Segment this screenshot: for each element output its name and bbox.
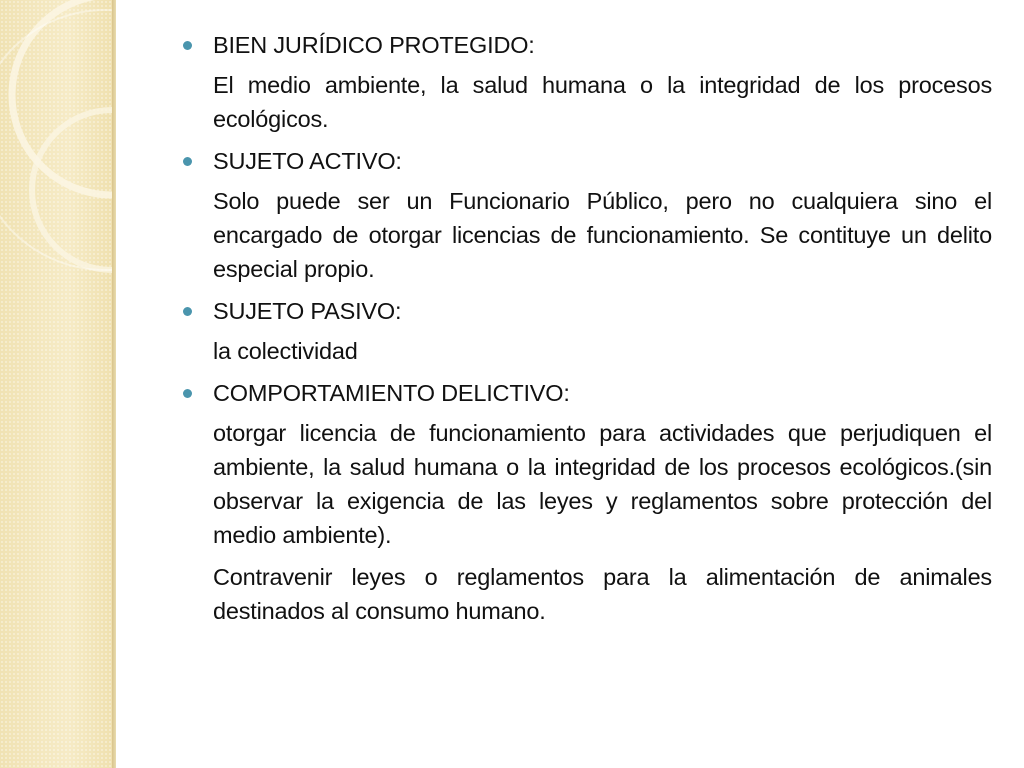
section-paragraph: El medio ambiente, la salud humana o la integridad de los procesos ecológicos. xyxy=(213,72,992,132)
slide-content xyxy=(182,28,992,636)
section-comportamiento xyxy=(182,376,992,628)
bullet-icon xyxy=(183,307,192,316)
section-heading xyxy=(182,294,992,328)
section-sujeto-activo xyxy=(182,144,992,286)
bullet-icon xyxy=(183,157,192,166)
heading-text: COMPORTAMIENTO DELICTIVO: xyxy=(213,380,570,406)
section-heading xyxy=(182,28,992,62)
section-paragraph: la colectividad xyxy=(213,338,358,364)
section-paragraph: otorgar licencia de funcionamiento para actividades que perjudiquen el ambiente, la salud humana o la integridad de los procesos ecológicos.(sin observar la exigencia de las leyes y reglamentos sobre protección del medio ambiente). xyxy=(213,420,992,548)
section-heading xyxy=(182,144,992,178)
heading-text: SUJETO ACTIVO: xyxy=(213,148,402,174)
section-heading xyxy=(182,376,992,410)
bullet-icon xyxy=(183,389,192,398)
section-paragraph: Contravenir leyes o reglamentos para la alimentación de animales destinados al consumo humano. xyxy=(213,564,992,624)
heading-text: BIEN JURÍDICO PROTEGIDO: xyxy=(213,32,535,58)
bullet-icon xyxy=(183,41,192,50)
side-panel-edge xyxy=(112,0,116,768)
decorative-side-panel xyxy=(0,0,114,768)
heading-text: SUJETO PASIVO: xyxy=(213,298,402,324)
section-sujeto-pasivo xyxy=(182,294,992,368)
section-paragraph: Solo puede ser un Funcionario Público, pero no cualquiera sino el encargado de otorgar licencias de funcionamiento. Se contituye un delito especial propio. xyxy=(213,188,992,282)
section-bien-juridico xyxy=(182,28,992,136)
decorative-circles-icon xyxy=(0,0,114,768)
